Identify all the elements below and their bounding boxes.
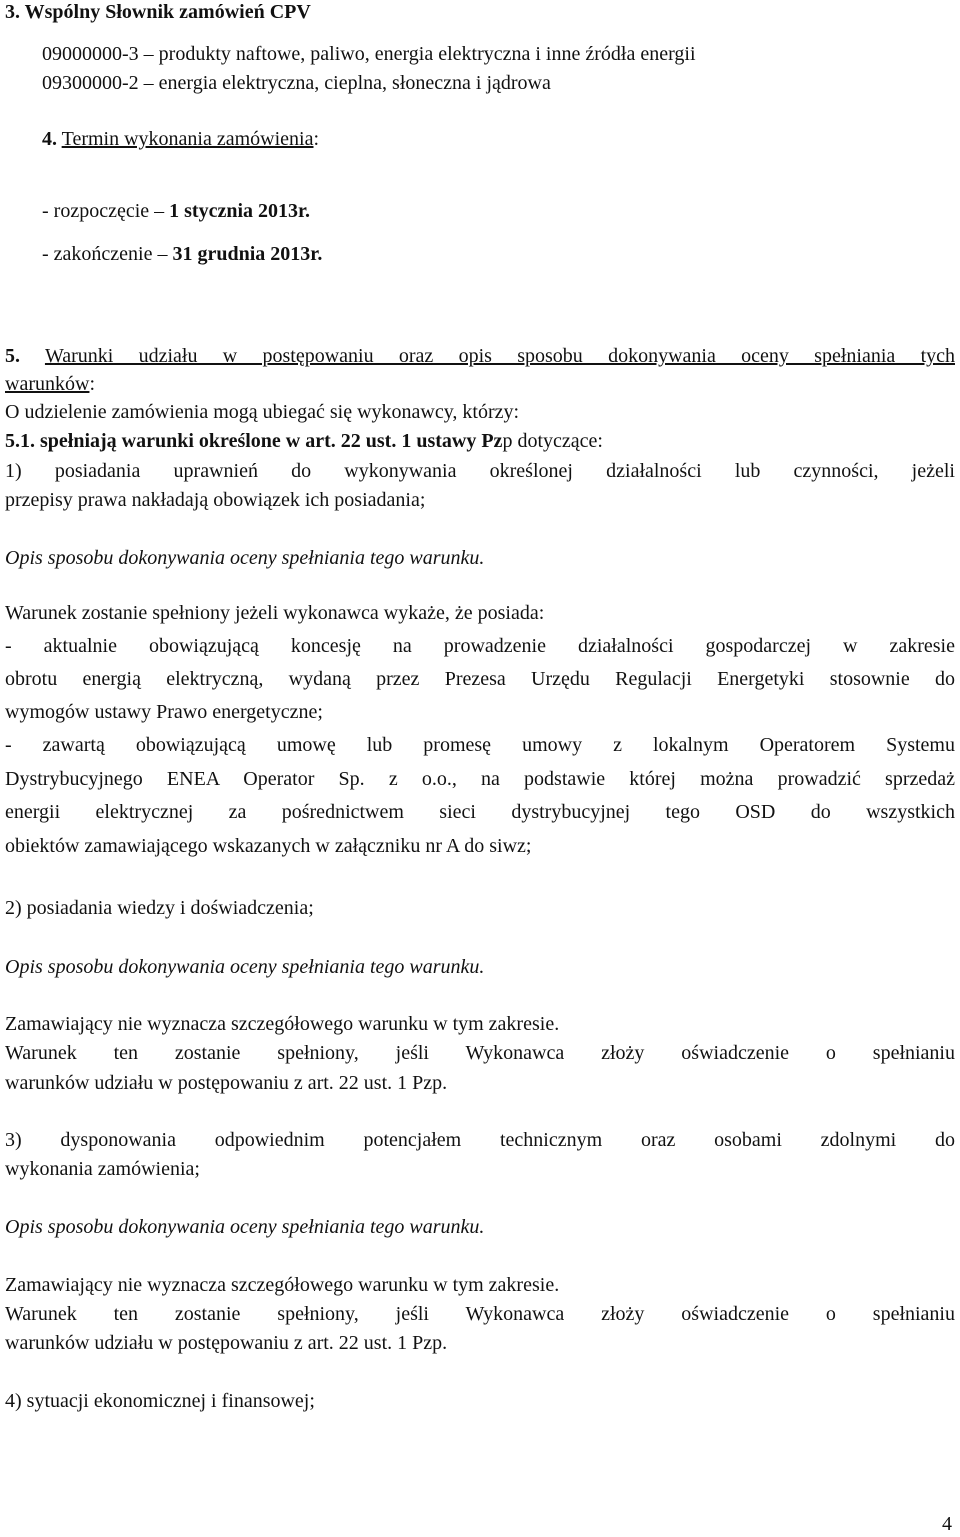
start-prefix: - rozpoczęcie –	[42, 200, 170, 222]
condition-3-line-1: 3) dysponowania odpowiednim potencjałem technicznym oraz osobami zdolnymi do	[5, 1129, 955, 1151]
section-5-intro: O udzielenie zamówienia mogą ubiegać się wykonawcy, którzy:	[5, 401, 520, 423]
condition-2-note-3: warunków udziału w postępowaniu z art. 22 ust. 1 Pzp.	[5, 1072, 448, 1094]
section-4-title: Termin wykonania zamówienia	[61, 128, 314, 150]
condition-1-line-1: 1) posiadania uprawnień do wykonywania określonej działalności lub czynności, jeżeli	[5, 460, 955, 482]
section-3-number: 3.	[5, 1, 20, 23]
condition-2-note-1: Zamawiający nie wyznacza szczegółowego warunku w tym zakresie.	[5, 1013, 560, 1035]
section-3-title: Wspólny Słownik zamówień CPV	[24, 1, 311, 23]
subsection-5-1-rest: p dotyczące:	[502, 430, 603, 452]
start-date: 1 stycznia 2013r.	[169, 200, 311, 222]
condition-3-note-1: Zamawiający nie wyznacza szczegółowego warunku w tym zakresie.	[5, 1274, 560, 1296]
condition-3-note-2: Warunek ten zostanie spełniony, jeśli Wykonawca złoży oświadczenie o spełnianiu	[5, 1303, 955, 1325]
requirement-line-7: energii elektrycznej za pośrednictwem sieci dystrybucyjnej tego OSD do wszystkich	[5, 801, 955, 823]
section-5-title-1: Warunki udziału w postępowaniu oraz opis sposobu dokonywania oceny spełniania tych	[44, 345, 955, 367]
section-4-colon: :	[313, 128, 320, 150]
section-5-title-2: warunków	[5, 373, 90, 395]
page-number: 4	[942, 1513, 952, 1535]
cpv-code-2: 09300000-2 – energia elektryczna, cieplna, słoneczna i jądrowa	[42, 72, 551, 94]
cpv-code-1: 09000000-3 – produkty naftowe, paliwo, energia elektryczna i inne źródła energii	[42, 43, 696, 65]
assessment-note-2: Opis sposobu dokonywania oceny spełniania tego warunku.	[5, 956, 485, 978]
section-3-heading	[5, 0, 955, 24]
subsection-5-1-bold: 5.1. spełniają warunki określone w art. 22 ust. 1 ustawy Pz	[5, 430, 503, 452]
section-5-heading-2	[5, 372, 955, 396]
start-line	[42, 199, 942, 223]
requirement-line-3: obrotu energią elektryczną, wydaną przez Prezesa Urzędu Regulacji Energetyki stosownie do	[5, 668, 955, 690]
requirement-line-6: Dystrybucyjnego ENEA Operator Sp. z o.o., na podstawie której można prowadzić sprzedaż	[5, 768, 955, 790]
section-5-heading	[5, 344, 955, 368]
requirement-line-5: - zawartą obowiązującą umowę lub promesę umowy z lokalnym Operatorem Systemu	[5, 734, 955, 756]
condition-4: 4) sytuacji ekonomicznej i finansowej;	[5, 1390, 315, 1412]
condition-1-line-2: przepisy prawa nakładają obowiązek ich posiadania;	[5, 489, 426, 511]
requirement-line-2: - aktualnie obowiązującą koncesję na prowadzenie działalności gospodarczej w zakresie	[5, 635, 955, 657]
condition-3-note-3: warunków udziału w postępowaniu z art. 22 ust. 1 Pzp.	[5, 1332, 448, 1354]
condition-2-note-2: Warunek ten zostanie spełniony, jeśli Wykonawca złoży oświadczenie o spełnianiu	[5, 1042, 955, 1064]
requirement-line-1: Warunek zostanie spełniony jeżeli wykonawca wykaże, że posiada:	[5, 602, 545, 624]
section-4-heading	[42, 127, 942, 151]
requirement-line-8: obiektów zamawiającego wskazanych w załączniku nr A do siwz;	[5, 835, 532, 857]
section-5-colon: :	[89, 373, 95, 395]
requirement-line-4: wymogów ustawy Prawo energetyczne;	[5, 701, 323, 723]
subsection-5-1	[5, 429, 955, 453]
end-date: 31 grudnia 2013r.	[172, 243, 323, 265]
end-line	[42, 242, 942, 266]
condition-3-line-2: wykonania zamówienia;	[5, 1158, 200, 1180]
section-5-number: 5.	[5, 345, 20, 367]
end-prefix: - zakończenie –	[42, 243, 173, 265]
condition-2: 2) posiadania wiedzy i doświadczenia;	[5, 897, 314, 919]
assessment-note-1: Opis sposobu dokonywania oceny spełniania tego warunku.	[5, 547, 485, 569]
assessment-note-3: Opis sposobu dokonywania oceny spełniania tego warunku.	[5, 1216, 485, 1238]
section-4-number: 4.	[42, 128, 57, 150]
